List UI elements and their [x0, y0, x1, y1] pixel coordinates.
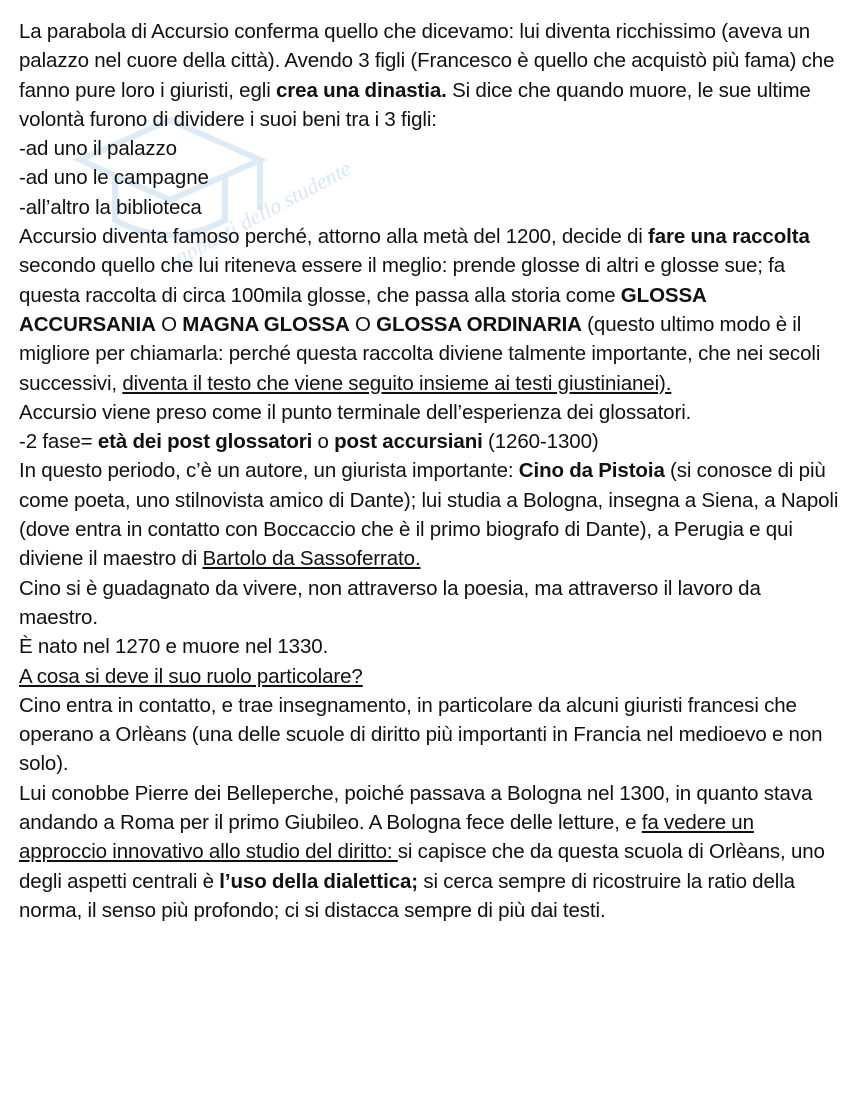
text-segment: -2 fase=	[19, 430, 98, 454]
paragraph	[19, 779, 839, 925]
paragraph	[19, 691, 839, 779]
text-segment: La parabola di Accursio conferma quello che dicevamo: lui diventa ricchissimo (aveva un palazzo nel cuore della città). Avendo 3 figli (Francesco è quello che acquistò più fama) che fanno pure loro i giuristi, egli	[19, 20, 835, 102]
paragraph	[19, 632, 839, 661]
text-segment: È nato nel 1270 e muore nel 1330.	[19, 635, 329, 659]
bold-text: GLOSSA ORDINARIA	[376, 312, 582, 336]
text-segment: Si dice che quando muore, le sue ultime volontà furono di dividere i suoi beni tra i 3 figli:	[19, 78, 811, 131]
paragraph	[19, 134, 839, 163]
text-segment: Accursio diventa famoso perché, attorno alla metà del 1200, decide di	[19, 225, 648, 249]
bold-text: post accursiani	[334, 430, 483, 454]
text-segment: -ad uno le campagne	[19, 166, 209, 190]
bold-text: età dei post glossatori	[97, 430, 313, 454]
paragraph	[19, 427, 839, 456]
bold-text: fare una raccolta	[648, 225, 810, 249]
paragraph	[19, 163, 839, 192]
paragraph	[19, 398, 839, 427]
text-segment: In questo periodo, c’è un autore, un giurista importante:	[19, 459, 519, 483]
text-segment: (questo ultimo modo è il migliore per chiamarla: perché questa raccolta diviene talmente importante, che nei secoli successivi,	[19, 312, 821, 395]
text-segment: O	[349, 312, 377, 336]
paragraph	[19, 574, 839, 633]
text-segment: Cino si è guadagnato da vivere, non attraverso la poesia, ma attraverso il lavoro da maestro.	[19, 576, 761, 629]
underlined-text: fa vedere un approccio innovativo allo studio del diritto:	[19, 811, 754, 864]
text-segment: O	[155, 312, 183, 336]
underlined-text: diventa il testo che viene seguito insieme ai testi giustinianei).	[122, 371, 672, 395]
underlined-text: Bartolo da Sassoferrato.	[202, 547, 421, 571]
text-segment: secondo quello che lui riteneva essere il meglio: prende glosse di altri e glosse sue; fa questa raccolta di circa 100mila glosse, che passa alla storia come	[19, 254, 786, 307]
bold-text: GLOSSA ACCURSANIA	[19, 283, 707, 336]
watermark-text: appunti dello studente	[170, 155, 355, 270]
text-segment: o	[312, 430, 335, 454]
text-segment: (si conosce di più come poeta, uno stilnovista amico di Dante); lui studia a Bologna, insegna a Siena, a Napoli (dove entra in contatto con Boccaccio che è il primo biografo di Dante), a Perugia e qui diviene il maestro di	[19, 459, 839, 571]
text-segment: (1260-1300)	[482, 430, 599, 454]
bold-text: crea una dinastia.	[276, 78, 447, 102]
paragraph	[19, 193, 839, 222]
text-segment: Accursio viene preso come il punto terminale dell’esperienza dei glossatori.	[19, 400, 692, 424]
bold-text: Cino da Pistoia	[518, 459, 665, 483]
text-segment: -all’altro la biblioteca	[19, 195, 202, 219]
paragraph	[19, 456, 839, 573]
document-body	[19, 17, 839, 925]
paragraph	[19, 662, 839, 691]
paragraph	[19, 17, 839, 134]
text-segment: -ad uno il palazzo	[19, 137, 177, 161]
bold-text: l’uso della dialettica;	[219, 869, 419, 893]
bold-text: MAGNA GLOSSA	[182, 312, 350, 336]
underlined-text: A cosa si deve il suo ruolo particolare?	[19, 664, 363, 688]
text-segment: si cerca sempre di ricostruire la ratio della norma, il senso più profondo; ci si distacca sempre di più dai testi.	[19, 869, 795, 922]
text-segment: si capisce che da questa scuola di Orlèans, uno degli aspetti centrali è	[19, 840, 825, 893]
text-segment: Lui conobbe Pierre dei Belleperche, poiché passava a Bologna nel 1300, in quanto stava andando a Roma per il primo Giubileo. A Bologna fece delle letture, e	[19, 781, 813, 835]
text-segment: Cino entra in contatto, e trae insegnamento, in particolare da alcuni giuristi francesi che operano a Orlèans (una delle scuole di diritto più importanti in Francia nel medioevo e non solo).	[19, 693, 823, 776]
paragraph	[19, 222, 839, 398]
